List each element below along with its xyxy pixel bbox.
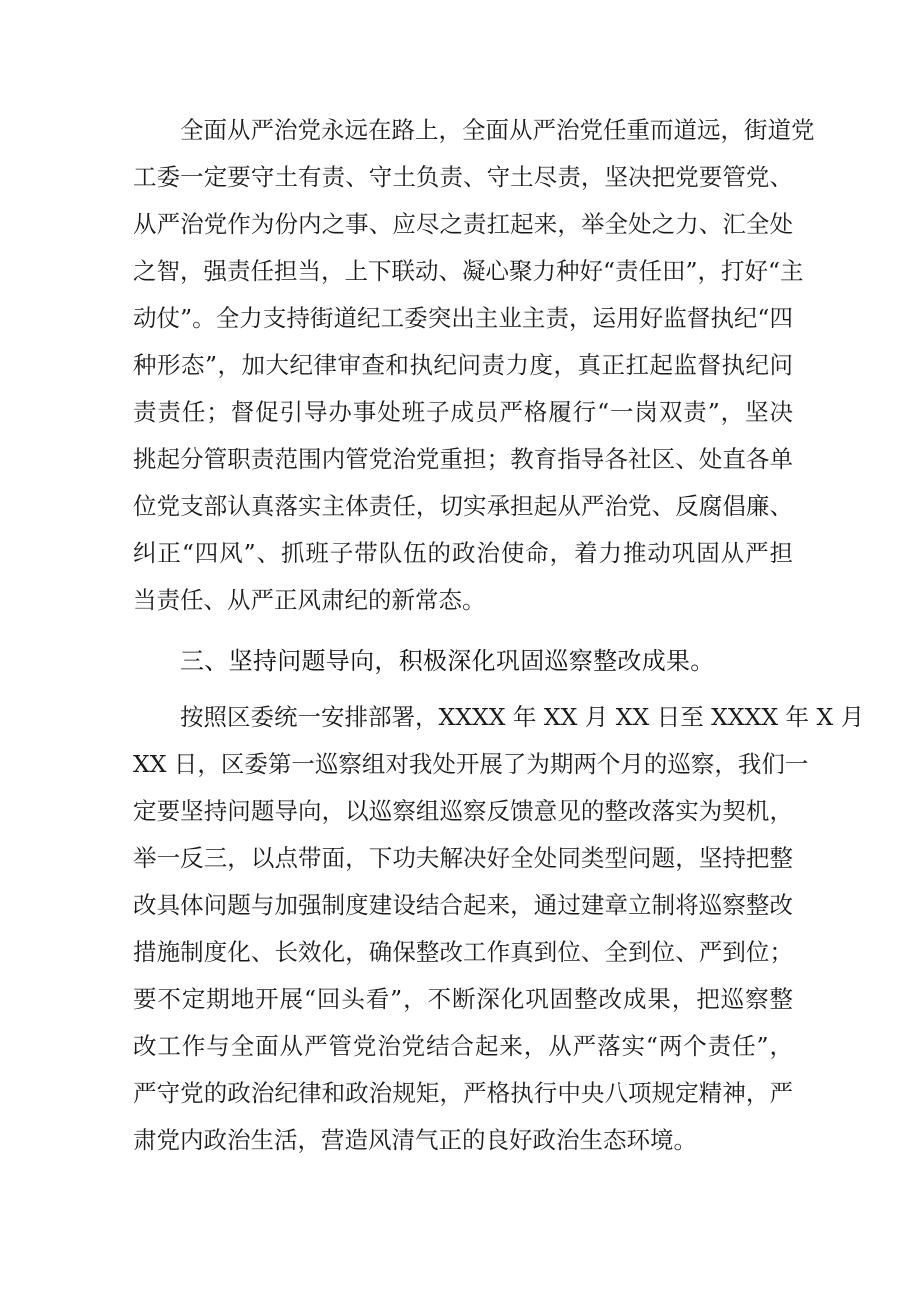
paragraph-line: 种形态”，加大纪律审查和执纪问责力度，真正扛起监督执纪问	[133, 351, 793, 379]
paragraph-line: 要不定期地开展“回头看”，不断深化巩固整改成果，把巡察整	[133, 985, 793, 1013]
paragraph-line: 动仗”。全力支持街道纪工委突出主业主责，运用好监督执纪“四	[133, 304, 793, 332]
paragraph-line: 肃党内政治生活，营造风清气正的良好政治生态环境。	[133, 1126, 697, 1154]
paragraph-line: 严守党的政治纪律和政治规矩，严格执行中央八项规定精神，严	[133, 1079, 793, 1107]
paragraph-line: 位党支部认真落实主体责任，切实承担起从严治党、反腐倡廉、	[133, 492, 793, 520]
paragraph-line: 举一反三，以点带面，下功夫解决好全处同类型问题，坚持把整	[133, 844, 793, 872]
paragraph-line: XX 日，区委第一巡察组对我处开展了为期两个月的巡察，我们一	[133, 750, 809, 778]
paragraph-line: 改工作与全面从严管党治党结合起来，从严落实“两个责任”，	[133, 1032, 793, 1060]
paragraph-line: 按照区委统一安排部署，XXXX 年 XX 月 XX 日至 XXXX 年 X 月	[180, 703, 865, 731]
paragraph-line: 从严治党作为份内之事、应尽之责扛起来，举全处之力、汇全处	[133, 210, 793, 238]
paragraph-line: 全面从严治党永远在路上，全面从严治党任重而道远，街道党	[180, 116, 815, 144]
paragraph-line: 之智，强责任担当，上下联动、凝心聚力种好“责任田”，打好“主	[133, 257, 804, 285]
paragraph-line: 挑起分管职责范围内管党治党重担；教育指导各社区、处直各单	[133, 445, 793, 473]
paragraph-line: 措施制度化、长效化，确保整改工作真到位、全到位、严到位；	[133, 938, 793, 966]
paragraph-line: 当责任、从严正风肃纪的新常态。	[133, 586, 486, 614]
paragraph-line: 工委一定要守土有责、守土负责、守土尽责，坚决把党要管党、	[133, 163, 793, 191]
section-heading: 三、坚持问题导向，积极深化巩固巡察整改成果。	[180, 647, 715, 675]
paragraph-line: 纠正“四风”、抓班子带队伍的政治使命，着力推动巩固从严担	[133, 539, 793, 567]
paragraph-line: 责责任；督促引导办事处班子成员严格履行“一岗双责”，坚决	[133, 398, 793, 426]
paragraph-line: 定要坚持问题导向，以巡察组巡察反馈意见的整改落实为契机，	[133, 797, 793, 825]
paragraph-line: 改具体问题与加强制度建设结合起来，通过建章立制将巡察整改	[133, 891, 793, 919]
